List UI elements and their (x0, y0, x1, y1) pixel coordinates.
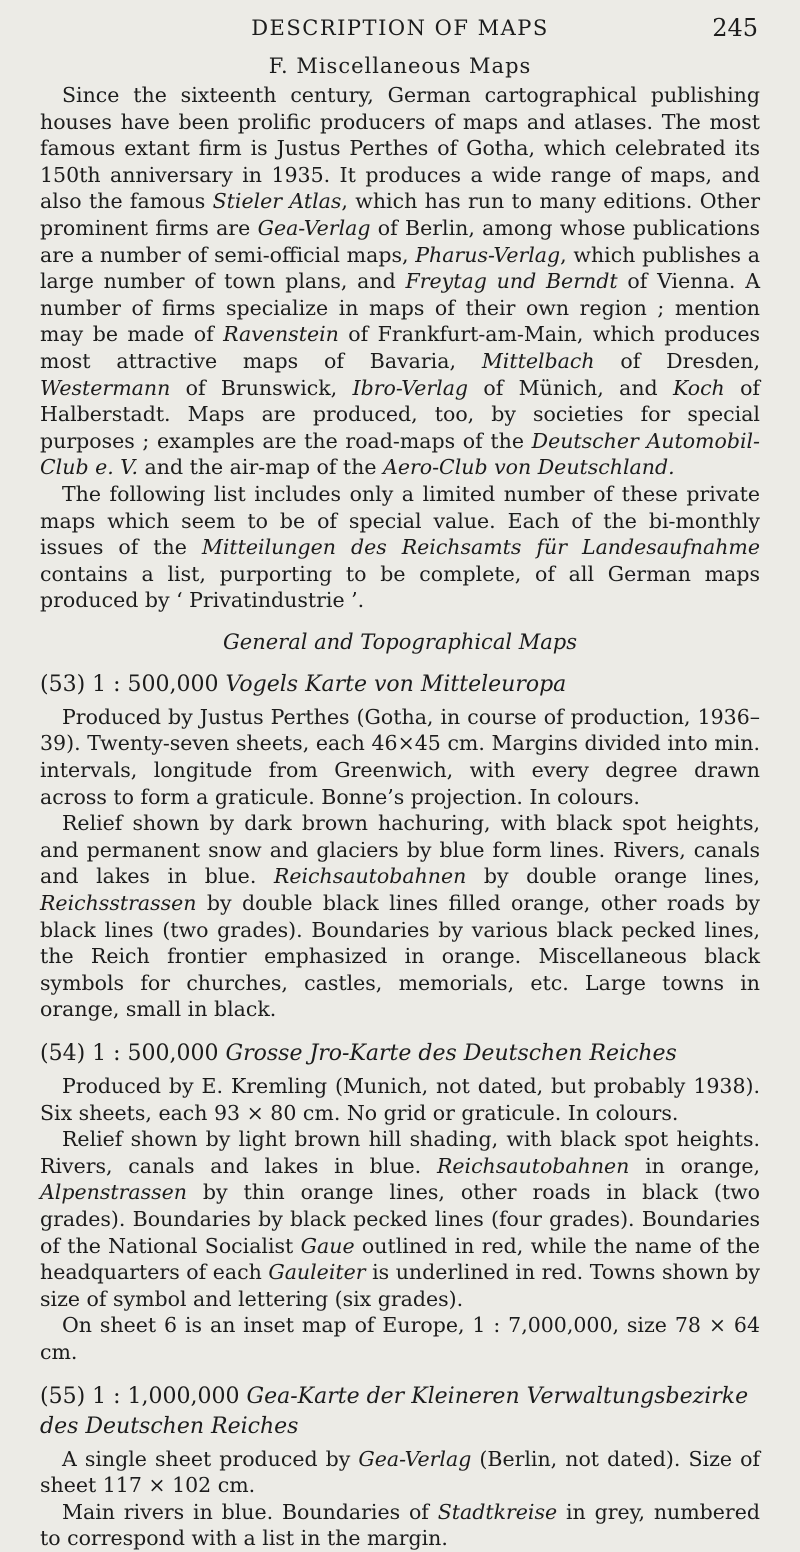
text-run: Produced by E. Kremling (Munich, not dated, but probably 1938). Six sheets, each 93 × 80 cm. No grid or graticule. In colours. (40, 1074, 760, 1125)
text-run: of Münich, and (468, 375, 673, 400)
italic-run: Gaue (300, 1233, 355, 1258)
intro-paragraph-2 (40, 481, 760, 614)
text-run: of Frankfurt-am-Main, which produces most attractive maps of Bavaria, (40, 322, 760, 373)
italic-run: Freytag und Berndt (405, 269, 618, 294)
entry-paragraph (40, 704, 760, 810)
text-run: outlined in red, while the name of the headquarters of each (40, 1233, 760, 1285)
page-number: 245 (712, 14, 758, 42)
entry-paragraph (40, 1126, 760, 1312)
text-run: of Berlin, among whose publications are a number of semi-official maps, (40, 215, 760, 267)
italic-run: Ravenstein (223, 322, 339, 347)
text-run: On sheet 6 is an inset map of Europe, 1 : 7,000,000, size 78 × 64 cm. (40, 1313, 760, 1364)
entry-number-scale: (55) 1 : 1,000,000 (40, 1383, 247, 1409)
subsection-heading: General and Topographical Maps (223, 629, 577, 654)
running-title: DESCRIPTION OF MAPS (251, 16, 549, 40)
italic-run: Stadtkreise (437, 1499, 558, 1524)
text-run: in orange, (629, 1153, 760, 1178)
text-run: of Halberstadt. Maps are produced, too, by societies for special purposes ; examples are the road-maps of the (40, 375, 761, 453)
entry-title (40, 1382, 760, 1442)
running-head (40, 8, 760, 48)
text-run: by double orange lines, (466, 864, 760, 889)
map-entry-55 (40, 1382, 760, 1552)
entry-title (40, 1039, 760, 1069)
italic-run: Mitteilungen des Reichsamts für Landesaufnahme (201, 535, 760, 560)
text-run: Relief shown by light brown hill shading, with black spot heights. Rivers, canals and lakes in blue. (40, 1127, 760, 1178)
entry-map-title: Grosse Jro-Karte des Deutschen Reiches (225, 1041, 677, 1066)
intro-paragraph-1 (40, 82, 760, 481)
map-entry-54 (40, 1039, 760, 1366)
italic-run: Alpenstrassen (40, 1180, 187, 1205)
italic-run: Reichsautobahnen (273, 864, 467, 889)
entry-number-scale: (54) 1 : 500,000 (40, 1041, 226, 1066)
entry-paragraph (40, 1499, 760, 1552)
text-run: of Vienna. A number of firms specialize in maps of their own region ; mention may be made of (40, 269, 760, 347)
entry-paragraph (40, 810, 760, 1023)
text-run: is underlined in red. Towns shown by size of symbol and lettering (six grades). (40, 1260, 761, 1311)
text-run: Main rivers in blue. Boundaries of (62, 1499, 438, 1524)
entry-paragraph (40, 1446, 760, 1499)
italic-run: Mittelbach (481, 348, 595, 373)
map-entry-53 (40, 670, 760, 1023)
italic-run: Reichsautobahnen (436, 1153, 630, 1178)
entry-map-title: Gea-Karte der Kleineren Verwaltungsbezirke des Deutschen Reiches (40, 1383, 749, 1439)
text-run: and the air-map of the (138, 455, 384, 480)
italic-run: Pharus-Verlag (415, 242, 561, 267)
text-run: Produced by Justus Perthes (Gotha, in course of production, 1936–39). Twenty-seven sheets, each 46×45 cm. Margins divided into min. intervals, longitude from Greenwich, with every degree drawn across to form a graticule. Bonne’s projection. In colours. (40, 704, 760, 809)
italic-run: Aero-Club von Deutschland. (383, 455, 675, 480)
text-run: of Dresden, (594, 348, 761, 373)
italic-run: Gea-Verlag (358, 1446, 472, 1471)
text-run: in grey, numbered to correspond with a list in the margin. (40, 1499, 760, 1551)
section-heading: F. Miscellaneous Maps (268, 54, 532, 78)
italic-run: Gauleiter (268, 1260, 366, 1285)
text-run: Since the sixteenth century, German cartographical publishing houses have been prolific producers of maps and atlases. The most famous extant firm is Justus Perthes of Gotha, which celebrated its 150th anniversary in 1935. It produces a wide range of maps, and also the famous (40, 83, 760, 214)
entry-number-scale: (53) 1 : 500,000 (40, 671, 226, 697)
entry-title (40, 670, 760, 700)
italic-run: Gea-Verlag (257, 215, 371, 240)
entry-map-title: Vogels Karte von Mitteleuropa (225, 671, 567, 697)
text-run: , which publishes a large number of town plans, and (40, 242, 760, 294)
text-run: by thin orange lines, other roads in black (two grades). Boundaries by black pecked lines (four grades). Boundaries of the National Socialist (40, 1180, 760, 1258)
text-run: of Brunswick, (170, 375, 353, 400)
entry-paragraph (40, 1073, 760, 1126)
italic-run: Reichsstrassen (40, 891, 197, 916)
entry-paragraph (40, 1312, 760, 1365)
italic-run: Westermann (40, 375, 171, 400)
italic-run: Stieler Atlas (212, 189, 342, 214)
text-run: The following list includes only a limited number of these private maps which seem to be of special value. Each of the bi-monthly issues of the (40, 481, 760, 560)
text-run: A single sheet produced by (62, 1446, 359, 1471)
text-run: (Berlin, not dated). Size of sheet 117 × 102 cm. (40, 1446, 760, 1498)
text-run: by double black lines filled orange, other roads by black lines (two grades). Boundaries by various black pecked lines, the Reich frontier emphasized in orange. Miscellaneous black symbols for churches, castles, memorials, etc. Large towns in orange, small in black. (40, 891, 760, 1022)
text-run: , which has run to many editions. Other prominent firms are (40, 189, 760, 240)
italic-run: Koch (672, 375, 725, 400)
italic-run: Ibro-Verlag (352, 375, 469, 400)
text-run: contains a list, purporting to be complete, of all German maps produced by ‘ Privatindustrie ’. (40, 561, 760, 613)
text-run: Relief shown by dark brown hachuring, with black spot heights, and permanent snow and glaciers by blue form lines. Rivers, canals and lakes in blue. (40, 811, 760, 889)
italic-run: Deutscher Automobil-Club e. V. (40, 428, 760, 480)
